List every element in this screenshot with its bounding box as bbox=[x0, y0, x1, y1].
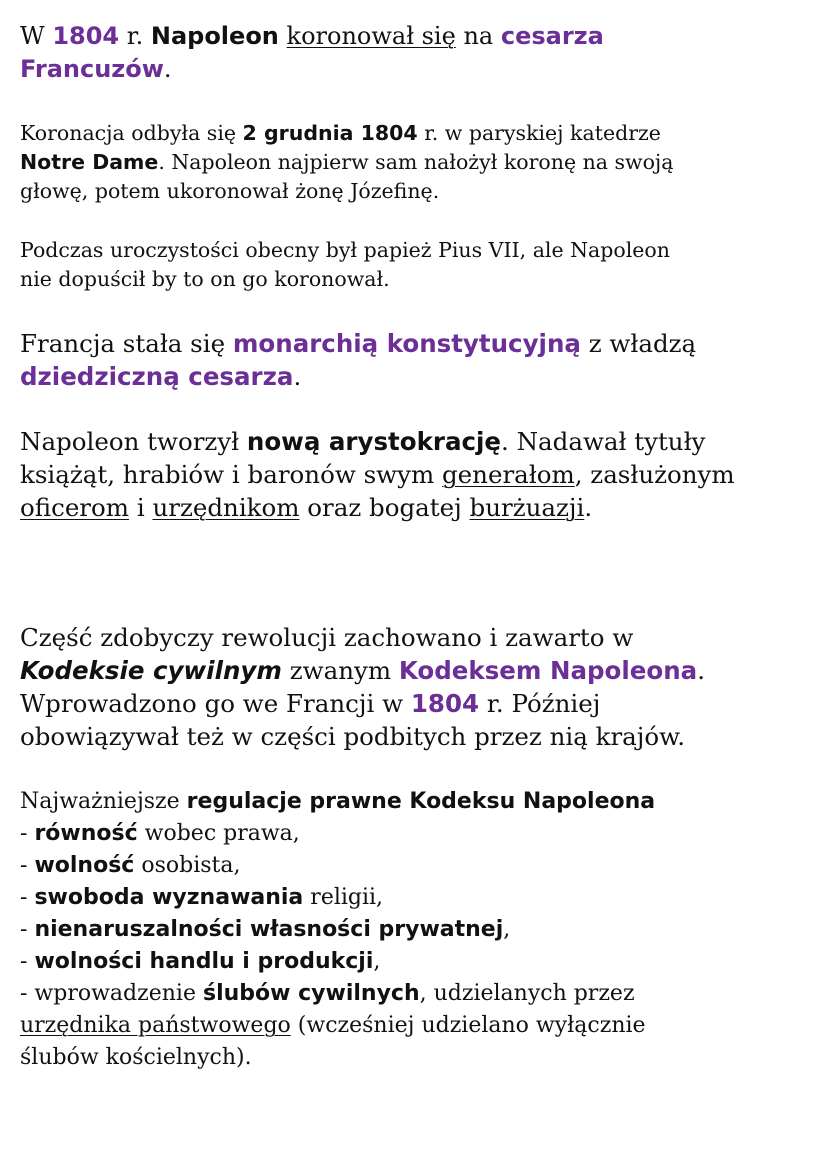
underlined-term: burżuazji bbox=[469, 493, 585, 522]
bold-italic-term: Kodeksie cywilnym bbox=[20, 656, 282, 685]
text: na bbox=[463, 22, 494, 50]
text: Francja stała się bbox=[20, 329, 226, 358]
paragraph-civil-code bbox=[20, 621, 820, 753]
highlight-term: monarchią konstytucyjną bbox=[232, 329, 581, 358]
paragraph-coronation-intro bbox=[20, 20, 820, 86]
text: Napoleon tworzył bbox=[20, 427, 240, 456]
text: (wcześniej udzielano wyłącznie bbox=[297, 1013, 646, 1038]
bold-term: wolność bbox=[34, 853, 135, 878]
paragraph-monarchy bbox=[20, 327, 820, 393]
text: . bbox=[697, 656, 705, 685]
bold-term: nową arystokrację bbox=[246, 427, 502, 456]
text: r. bbox=[126, 22, 144, 50]
bold-term: swoboda wyznawania bbox=[34, 885, 304, 910]
dash: - bbox=[20, 853, 28, 878]
text-line: Część zdobyczy rewolucji zachowano i zawarto w bbox=[20, 623, 634, 652]
text: r. Później bbox=[486, 689, 601, 718]
underlined-term: urzędnika państwowego bbox=[20, 1013, 291, 1038]
bold-term: nienaruszalności własności prywatnej bbox=[34, 917, 504, 942]
text: . bbox=[293, 362, 302, 391]
text: W bbox=[20, 22, 45, 50]
text: - wprowadzenie bbox=[20, 981, 196, 1006]
text: . bbox=[584, 493, 593, 522]
text-line: Podczas uroczystości obecny był papież Pius VII, ale Napoleon bbox=[20, 238, 670, 262]
bold-term: ślubów cywilnych bbox=[202, 981, 420, 1006]
text: Wprowadzono go we Francji w bbox=[20, 689, 404, 718]
highlight-term: Francuzów bbox=[20, 55, 164, 83]
text-line: ślubów kościelnych). bbox=[20, 1045, 252, 1070]
text-line: obowiązywał też w części podbitych przez nią krajów. bbox=[20, 722, 685, 751]
dash: - bbox=[20, 949, 28, 974]
text: z władzą bbox=[588, 329, 697, 358]
paragraph-aristocracy bbox=[20, 425, 820, 524]
text: wobec prawa, bbox=[144, 821, 300, 846]
highlight-term: dziedziczną cesarza bbox=[20, 362, 294, 391]
bold-date: 2 grudnia 1804 bbox=[242, 121, 418, 145]
text: . bbox=[163, 55, 172, 83]
text: Koronacja odbyła się bbox=[20, 121, 237, 145]
text: Najważniejsze bbox=[20, 789, 180, 814]
underlined-term: koronował się bbox=[286, 22, 456, 50]
year-highlight: 1804 bbox=[410, 689, 480, 718]
text: i bbox=[136, 493, 145, 522]
text: , bbox=[373, 949, 381, 974]
bold-term: wolności handlu i produkcji bbox=[34, 949, 374, 974]
text: książąt, hrabiów i baronów swym bbox=[20, 460, 435, 489]
underlined-term: generałom bbox=[442, 460, 575, 489]
year-highlight: 1804 bbox=[52, 22, 120, 50]
text: , zasłużonym bbox=[574, 460, 735, 489]
text-line: nie dopuścił by to on go koronował. bbox=[20, 267, 390, 291]
underlined-term: urzędnikom bbox=[152, 493, 300, 522]
bold-term: Napoleon bbox=[150, 22, 279, 50]
paragraph-coronation-details bbox=[20, 119, 820, 206]
text-line: głowę, potem ukoronował żonę Józefinę. bbox=[20, 179, 440, 203]
paragraph-pope bbox=[20, 236, 820, 294]
dash: - bbox=[20, 821, 28, 846]
highlight-term: cesarza bbox=[500, 22, 604, 50]
list-item bbox=[20, 978, 820, 1010]
underlined-term: oficerom bbox=[20, 493, 130, 522]
text: osobista, bbox=[141, 853, 241, 878]
text: oraz bogatej bbox=[307, 493, 462, 522]
paragraph-regulations bbox=[20, 786, 820, 1074]
bold-term: Notre Dame bbox=[20, 150, 159, 174]
text: . Nadawał tytuły bbox=[501, 427, 706, 456]
text: zwanym bbox=[289, 656, 392, 685]
bold-term: równość bbox=[34, 821, 138, 846]
list-item bbox=[20, 946, 820, 978]
list-item bbox=[20, 850, 820, 882]
text: , udzielanych przez bbox=[419, 981, 635, 1006]
bold-term: regulacje prawne Kodeksu Napoleona bbox=[186, 789, 656, 814]
list-item bbox=[20, 818, 820, 850]
dash: - bbox=[20, 917, 28, 942]
text: r. w paryskiej katedrze bbox=[424, 121, 661, 145]
list-item bbox=[20, 914, 820, 946]
text: . Napoleon najpierw sam nałożył koronę na swoją bbox=[158, 150, 674, 174]
text: , bbox=[503, 917, 511, 942]
highlight-term: Kodeksem Napoleona bbox=[398, 656, 698, 685]
dash: - bbox=[20, 885, 28, 910]
text: religii, bbox=[310, 885, 384, 910]
list-item bbox=[20, 882, 820, 914]
